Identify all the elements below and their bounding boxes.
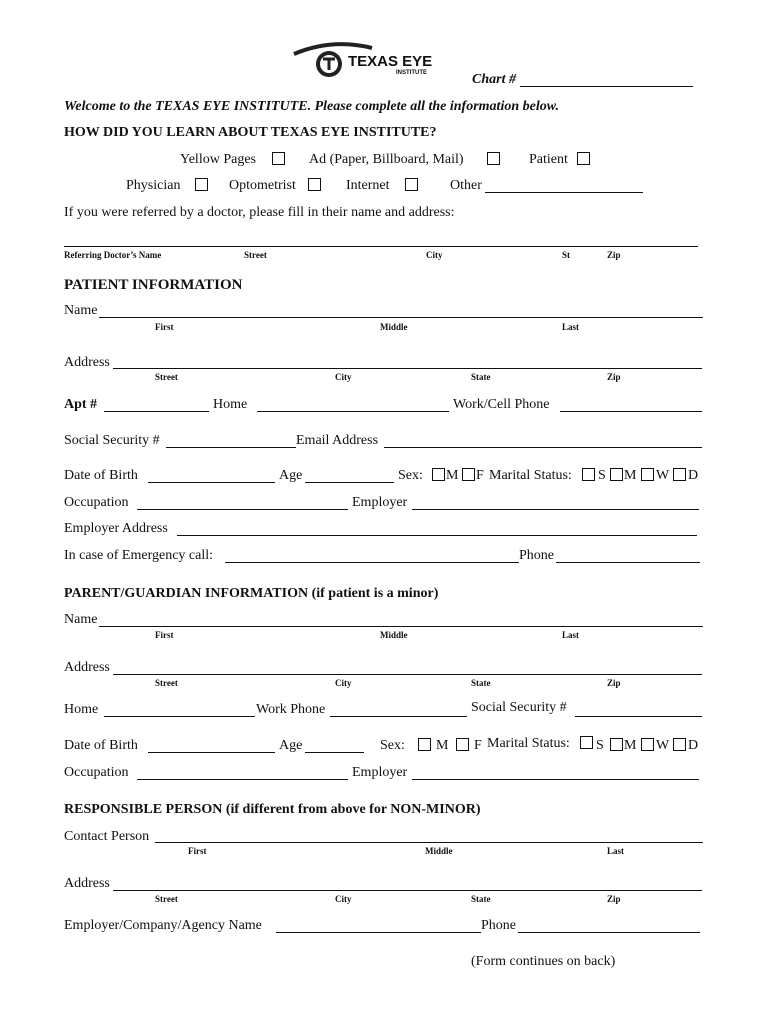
patient-work-cell-label: Work/Cell Phone [453,397,550,412]
source-other-field[interactable] [485,192,643,193]
patient-occupation-field[interactable] [137,509,348,510]
patient-marital-d-label: D [688,468,699,483]
patient-employer-address-label: Employer Address [64,521,168,536]
guardian-occupation-field[interactable] [137,779,348,780]
guardian-marital-w-checkbox[interactable] [641,738,654,751]
responsible-address-field[interactable] [113,890,702,891]
patient-marital-w-label: W [656,468,670,483]
patient-name-field[interactable] [99,317,703,318]
patient-work-cell-field[interactable] [560,411,702,412]
responsible-zip-caption: Zip [607,894,621,904]
guardian-street-caption: Street [155,678,178,688]
guardian-ssn-field[interactable] [575,716,702,717]
guardian-sex-m-label: M [436,738,449,753]
source-yellow-pages-label: Yellow Pages [180,152,256,167]
learn-heading: HOW DID YOU LEARN ABOUT TEXAS EYE INSTITUTE? [64,125,437,140]
chart-number-label: Chart # [472,72,516,87]
source-optometrist-label: Optometrist [229,178,296,193]
patient-employer-label: Employer [352,495,408,510]
patient-marital-d-checkbox[interactable] [673,468,686,481]
source-yellow-pages-checkbox[interactable] [272,152,285,165]
guardian-sex-label: Sex: [380,738,405,753]
patient-ssn-field[interactable] [166,447,296,448]
responsible-contact-label: Contact Person [64,829,150,844]
guardian-dob-label: Date of Birth [64,738,138,753]
responsible-city-caption: City [335,894,352,904]
patient-email-label: Email Address [296,433,379,448]
guardian-occupation-label: Occupation [64,765,129,780]
responsible-phone-field[interactable] [518,932,700,933]
guardian-zip-caption: Zip [607,678,621,688]
patient-heading: PATIENT INFORMATION [64,277,243,293]
guardian-address-label: Address [64,660,110,675]
patient-age-field[interactable] [305,482,394,483]
patient-marital-m-label: M [624,468,637,483]
patient-age-label: Age [279,468,303,483]
guardian-marital-d-checkbox[interactable] [673,738,686,751]
responsible-heading: RESPONSIBLE PERSON (if different from above for NON-MINOR) [64,802,481,817]
guardian-first-caption: First [155,630,174,640]
guardian-employer-label: Employer [352,765,408,780]
source-ad-label: Ad (Paper, Billboard, Mail) [309,152,464,167]
patient-emergency-phone-field[interactable] [556,562,700,563]
source-patient-checkbox[interactable] [577,152,590,165]
guardian-sex-f-checkbox[interactable] [456,738,469,751]
guardian-city-caption: City [335,678,352,688]
patient-emergency-field[interactable] [225,562,519,563]
patient-middle-caption: Middle [380,322,408,332]
patient-street-caption: Street [155,372,178,382]
patient-home-label: Home [213,397,248,412]
source-other-label: Other [450,178,482,193]
source-physician-label: Physician [126,178,181,193]
guardian-middle-caption: Middle [380,630,408,640]
source-internet-checkbox[interactable] [405,178,418,191]
responsible-last-caption: Last [607,846,625,856]
logo [292,40,442,80]
guardian-state-caption: State [471,678,491,688]
patient-dob-label: Date of Birth [64,468,138,483]
responsible-employer-name-field[interactable] [276,932,481,933]
guardian-sex-f-label: F [474,738,482,753]
patient-employer-address-field[interactable] [177,535,697,536]
guardian-heading: PARENT/GUARDIAN INFORMATION (if patient is a minor) [64,586,439,601]
guardian-home-label: Home [64,702,99,717]
patient-marital-m-checkbox[interactable] [610,468,623,481]
patient-email-field[interactable] [384,447,702,448]
guardian-marital-m-label: M [624,738,637,753]
patient-name-label: Name [64,303,98,318]
source-physician-checkbox[interactable] [195,178,208,191]
patient-ssn-label: Social Security # [64,433,160,448]
patient-home-phone-field[interactable] [257,411,449,412]
patient-apt-label: Apt # [64,397,98,412]
guardian-marital-s-checkbox[interactable] [580,736,593,749]
patient-first-caption: First [155,322,174,332]
patient-address-label: Address [64,355,110,370]
guardian-marital-m-checkbox[interactable] [610,738,623,751]
patient-marital-label: Marital Status: [489,468,572,483]
responsible-address-label: Address [64,876,110,891]
patient-sex-f-label: F [476,468,484,483]
patient-apt-field[interactable] [104,411,209,412]
guardian-dob-field[interactable] [148,752,275,753]
patient-address-field[interactable] [113,368,702,369]
source-patient-label: Patient [529,152,568,167]
source-ad-checkbox[interactable] [487,152,500,165]
referral-name-caption: Referring Doctor’s Name [64,250,162,260]
guardian-last-caption: Last [562,630,580,640]
responsible-street-caption: Street [155,894,178,904]
responsible-first-caption: First [188,846,207,856]
patient-dob-field[interactable] [148,482,275,483]
guardian-marital-label: Marital Status: [487,736,570,751]
patient-sex-m-label: M [446,468,459,483]
guardian-name-label: Name [64,612,98,627]
patient-sex-label: Sex: [398,468,423,483]
guardian-marital-d-label: D [688,738,699,753]
patient-emergency-label: In case of Emergency call: [64,548,214,563]
responsible-phone-label: Phone [481,918,516,933]
responsible-middle-caption: Middle [425,846,453,856]
guardian-work-phone-field[interactable] [330,716,467,717]
referral-street-caption: Street [244,250,267,260]
referral-field[interactable] [64,246,698,247]
patient-city-caption: City [335,372,352,382]
patient-occupation-label: Occupation [64,495,129,510]
guardian-employer-field[interactable] [412,779,699,780]
guardian-ssn-label: Social Security # [471,700,567,715]
guardian-marital-s-label: S [596,738,604,753]
patient-zip-caption: Zip [607,372,621,382]
guardian-work-phone-label: Work Phone [256,702,326,717]
patient-state-caption: State [471,372,491,382]
guardian-address-field[interactable] [113,674,702,675]
patient-employer-field[interactable] [412,509,699,510]
guardian-age-field[interactable] [305,752,364,753]
responsible-state-caption: State [471,894,491,904]
guardian-sex-m-checkbox[interactable] [418,738,431,751]
welcome-text: Welcome to the TEXAS EYE INSTITUTE. Please complete all the information below. [64,99,560,114]
footer-note: (Form continues on back) [471,954,616,969]
guardian-name-field[interactable] [99,626,703,627]
source-optometrist-checkbox[interactable] [308,178,321,191]
patient-last-caption: Last [562,322,580,332]
guardian-age-label: Age [279,738,303,753]
patient-marital-s-label: S [598,468,606,483]
logo-subtext: INSTITUTE [396,70,427,76]
referral-prompt: If you were referred by a doctor, please fill in their name and address: [64,205,455,220]
source-internet-label: Internet [346,178,390,193]
chart-number-field[interactable] [520,86,693,87]
referral-st-caption: St [562,250,571,260]
guardian-marital-w-label: W [656,738,670,753]
guardian-home-field[interactable] [104,716,255,717]
patient-sex-m-checkbox[interactable] [432,468,445,481]
referral-zip-caption: Zip [607,250,621,260]
patient-sex-f-checkbox[interactable] [462,468,475,481]
referral-city-caption: City [426,250,443,260]
logo-text: TEXAS EYE [348,53,433,70]
patient-marital-w-checkbox[interactable] [641,468,654,481]
patient-marital-s-checkbox[interactable] [582,468,595,481]
patient-emergency-phone-label: Phone [519,548,554,563]
responsible-employer-name-label: Employer/Company/Agency Name [64,918,262,933]
responsible-contact-field[interactable] [155,842,703,843]
